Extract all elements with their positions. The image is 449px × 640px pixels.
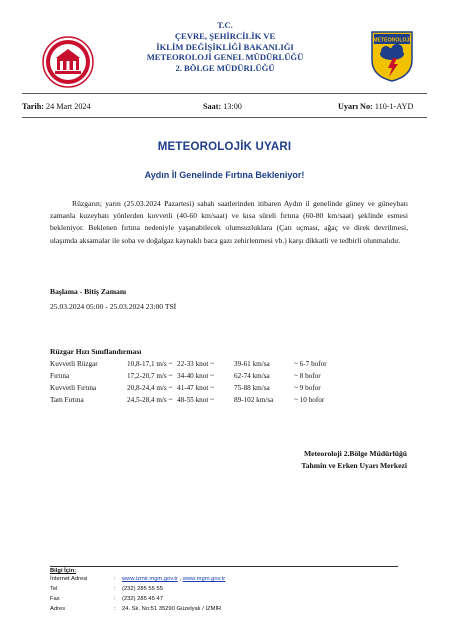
wind-class-name: Kuvvetli Rüzgar (50, 360, 98, 368)
date-label: Tarih: (22, 102, 44, 111)
footer-label: Fax (50, 596, 60, 602)
period-heading: Başlama - Bitiş Zamanı (50, 287, 127, 296)
wind-class-knot: 41-47 knot ~ (177, 384, 215, 392)
wind-class-bofor: ~ 8 bofor (294, 372, 321, 380)
wind-class-kmh: 39-61 km/sa (234, 360, 270, 368)
period-value: 25.03.2024 05:00 - 25.03.2024 23:00 TSİ (50, 302, 177, 311)
wind-class-ms: 24,5-28,4 m/s ~ (127, 396, 173, 404)
contact-footer (50, 568, 310, 616)
time-label: Saat: (203, 102, 222, 111)
document-header (0, 0, 449, 90)
ministry-name (110, 20, 340, 74)
ministry-line: 2. BÖLGE MÜDÜRLÜĞÜ (175, 63, 275, 74)
website-link-izmir[interactable]: www.izmir.mgm.gov.tr (122, 576, 178, 582)
warning-body: Rüzgarın; yarın (25.03.2024 Pazartesi) sabah saatlerinden itibaren Aydın il genelinde güney ve güneybatı zamanla kuzeybatı yönlerden kuvvetli (40-60 km/saat) ve kısa süreli fırtına (60-80 km/saat) şeklinde esmesi bekleniyor. Beklenen fırtına nedeniyle yaşanabilecek olumsuzluklara (Çatı uçması, ağaç ve direk devrilmesi, ulaşımda aksamalar ile soba ve doğalgaz kaynaklı baca gazı zehirlenmesi vb.) karşı dikkatli ve tedbirli olunmalıdır. (50, 199, 408, 245)
ministry-line: İKLİM DEĞİŞİKLİĞİ BAKANLIĞI (156, 41, 294, 52)
warning-no-field (338, 102, 413, 111)
wind-class-name: Fırtına (50, 372, 70, 380)
footer-divider (50, 566, 398, 567)
warning-no-label: Uyarı No: (338, 102, 373, 111)
wind-heading: Rüzgar Hızı Sınıflandırması (50, 347, 142, 356)
wind-class-ms: 10,8-17,1 m/s ~ (127, 360, 173, 368)
footer-label: İnternet Adresi (50, 576, 88, 582)
footer-label: Tel (50, 586, 58, 592)
signature-line-1: Meteoroloji 2.Bölge Müdürlüğü (303, 449, 407, 458)
date-value: 24 Mart 2024 (46, 102, 91, 111)
ministry-line: METEOROLOJİ GENEL MÜDÜRLÜĞÜ (146, 52, 304, 63)
meta-divider (22, 117, 427, 118)
wind-class-row (50, 372, 420, 383)
footer-label: Adres (50, 606, 66, 612)
ministry-logo-icon (42, 36, 94, 88)
wind-class-name: Tam Fırtına (50, 396, 84, 404)
footer-row-address: Adres : 24. Sk. No:51 35290 Güzelyalı / İZMİR (50, 606, 222, 612)
wind-class-row (50, 360, 420, 371)
wind-class-ms: 20,8-24,4 m/s ~ (127, 384, 173, 392)
wind-class-name: Kuvvetli Fırtına (50, 384, 97, 392)
signature-block (301, 448, 407, 472)
wind-class-row (50, 396, 420, 407)
footer-value: (232) 285 55 55 (122, 586, 163, 592)
wind-class-kmh: 75-88 km/sa (234, 384, 270, 392)
footer-row-fax: Fax : (232) 285 45 47 (50, 596, 163, 602)
wind-class-knot: 22-33 knot ~ (177, 360, 215, 368)
time-value: 13:00 (223, 102, 242, 111)
ministry-line: ÇEVRE, ŞEHİRCİLİK VE (174, 30, 276, 41)
footer-value: (232) 285 45 47 (122, 596, 163, 602)
wind-class-ms: 17,2-20,7 m/s ~ (127, 372, 173, 380)
footer-row-web: İnternet Adresi : www.izmir.mgm.gov.tr , www.mgm.gov.tr (50, 576, 226, 582)
meteoroloji-logo-icon (370, 30, 414, 82)
wind-class-bofor: ~ 9 bofor (294, 384, 321, 392)
ministry-line: T.C. (217, 20, 233, 30)
wind-class-bofor: ~ 6-7 bofor (294, 360, 327, 368)
warning-no-value: 110-1-AYD (374, 102, 414, 111)
website-link-mgm[interactable]: www.mgm.gov.tr (182, 576, 226, 582)
document-title: METEOROLOJİK UYARI (157, 141, 292, 153)
header-divider (22, 93, 427, 94)
wind-class-knot: 34-40 knot ~ (177, 372, 215, 380)
time-field (203, 102, 242, 111)
footer-row-tel: Tel : (232) 285 55 55 (50, 586, 163, 592)
wind-class-kmh: 62-74 km/sa (234, 372, 270, 380)
signature-line-2: Tahmin ve Erken Uyarı Merkezi (301, 461, 407, 470)
document-subtitle: Aydın İl Genelinde Fırtına Bekleniyor! (144, 170, 305, 180)
date-field (22, 102, 91, 111)
wind-class-row (50, 384, 420, 395)
wind-class-knot: 48-55 knot ~ (177, 396, 215, 404)
footer-title: Bilgi İçin: (50, 568, 77, 574)
wind-class-bofor: ~ 10 bofor (294, 396, 325, 404)
logo-text: METEOROLOJİ (373, 37, 411, 44)
wind-class-kmh: 89-102 km/sa (234, 396, 274, 404)
footer-value: 24. Sk. No:51 35290 Güzelyalı / İZMİR (122, 606, 222, 612)
